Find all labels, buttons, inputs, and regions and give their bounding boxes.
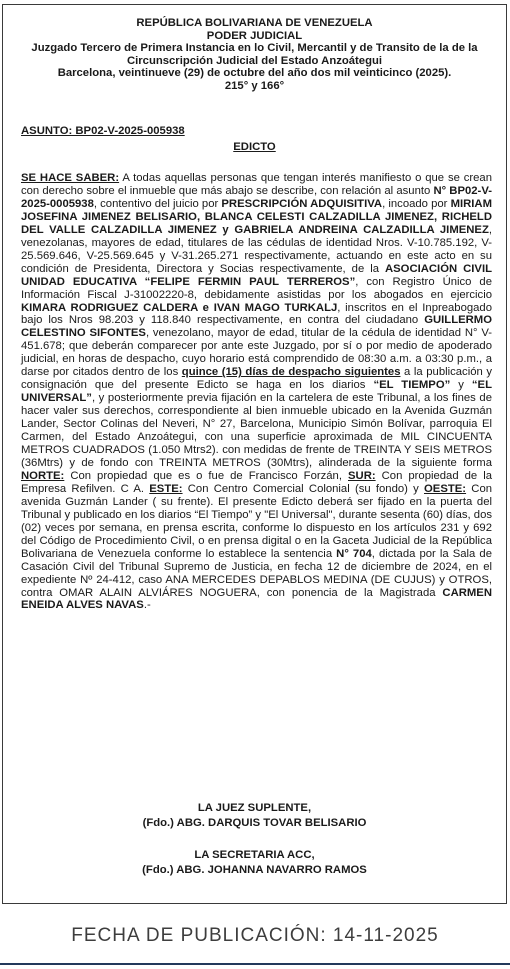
- case-number: ASUNTO: BP02-V-2025-005938: [21, 125, 185, 137]
- header-judicial-power: PODER JUDICIAL: [206, 29, 303, 42]
- newspaper-el-tiempo: “EL TIEMPO”: [373, 379, 451, 392]
- footer-divider: [0, 963, 510, 965]
- defendant: GUILLERMO CELESTINO SIFONTES: [21, 314, 492, 340]
- document-title: EDICTO: [233, 141, 276, 153]
- lead-phrase: SE HACE SABER:: [21, 172, 120, 184]
- header-years: 215° y 166°: [224, 79, 285, 92]
- body-text: Con Centro Comercial Colonial (su fondo) y: [182, 482, 424, 495]
- boundary-south: SUR:: [348, 469, 376, 482]
- ruling-number: N° 704: [336, 547, 372, 560]
- magistrate-name: CARMEN ENEIDA ALVES NAVAS: [21, 586, 492, 612]
- boundary-west: OESTE:: [424, 482, 467, 495]
- publication-date: FECHA DE PUBLICACIÓN: 14-11-2025: [71, 925, 439, 946]
- header-date: Barcelona, veintinueve (29) de octubre del año dos mil veinticinco (2025).: [57, 67, 452, 80]
- body-text: , y posteriormente previa fijación en la cartelera de este Tribunal, a los fines de hacer valer sus derechos, correspondiente al bien inmueble ubicado en la Avenida Guzmán Lander, Sector Colinas del Neveri, N° 27, Barcelona, Municipio Simón Bolívar, parroquia El Carmen, del Estado Anzoátegui, con una superficie aproximada de MIL CINCUENTA METROS CUADRADOS (1.050 Mtrs2). con medidas de frente de TREINTA Y SEIS METROS (36Mtrs) y de fondo con TREINTA METROS (30Mtrs), alinderada de la siguiente forma: [21, 392, 492, 469]
- body-text: , venezolano, mayor de edad, titular de la cédula de identidad N° V-451.678; que deberán comparecer por ante este Juzgado, por sí o por medio de apoderado judicial, en horas de despacho, cuyo horario está comprendido de 08:30 a.m. a 03:30 p.m., a darse por citados dentro de los: [21, 327, 492, 379]
- edict-notice: [2, 4, 507, 904]
- body-text: , incoado por: [382, 197, 451, 210]
- plaintiffs: MIRIAM JOSEFINA JIMENEZ BELISARIO, BLANCA CELESTI CALZADILLA JIMENEZ, RICHELD DEL VALLE CALZADILLA JIMENEZ y GABRIELA ANDREINA CALZADILLA JIMENEZ: [21, 197, 492, 236]
- judge-title: LA JUEZ SUPLENTE,: [197, 802, 312, 814]
- boundary-north: NORTE:: [21, 469, 65, 482]
- secretary-name: (Fdo.) ABG. JOHANNA NAVARRO RAMOS: [142, 863, 367, 876]
- newspaper-el-universal: “EL UNIVERSAL”: [21, 379, 492, 405]
- body-text: , con Registro Único de Información Fiscal J-31002220-8, debidamente asistidas por los abogados en ejercicio: [21, 275, 493, 301]
- body-text: y: [450, 379, 472, 392]
- body-text: , venezolanas, mayores de edad, titulares de las cédulas de identidad Nros. V-10.785.192, V-25.569.646, V-25.569.645 y V-31.265.271 respectivamente, actuando en este acto en su condición de Presidenta, Directora y Socias respectivamente, de la: [21, 223, 492, 275]
- body-text: Con propiedad de la Empresa Refilven. C A.: [21, 469, 492, 495]
- body-text: A todas aquellas personas que tengan interés manifiesto o que se crean con derecho sobre el inmueble que más abajo se describe, con relación al asunto: [21, 172, 492, 197]
- header-republic: REPÚBLICA BOLIVARIANA DE VENEZUELA: [136, 17, 373, 29]
- boundary-east: ESTE:: [149, 482, 183, 495]
- case-reference: N° BP02-V-2025-0005938: [21, 184, 492, 210]
- action-type: PRESCRIPCIÓN ADQUISITIVA: [221, 197, 383, 210]
- body-text: Con propiedad que es o fue de Francisco Forzán,: [64, 469, 348, 482]
- body-text: , dictada por la Sala de Casación Civil del Tribunal Supremo de Justicia, en fecha 12 de diciembre de 2024, en el expediente Nº 24-412, caso ANA MERCEDES DEPABLOS MEDINA (DE CUJUS) y OTROS, contra OMAR ALAIN ALVIÁRES NOGUERA, con ponencia de la Magistrada: [21, 547, 492, 599]
- body-text: a la publicación y consignación que del presente Edicto se haga en los diarios: [21, 366, 492, 392]
- edict-body: [21, 172, 492, 612]
- body-text: Con avenida Guzmán Lander ( su frente). El presente Edicto deberá ser fijado en la puerta del Tribunal y publicado en los diarios “El Tiempo” y "El Universal", durante sesenta (60) días, dos (02) veces por semana, en prensa escrita, conforme lo dispuesto en los artículos 231 y 692 del Código de Procedimiento Civil, o en prensa digital o en la Gaceta Judicial de la República Bolivariana de Venezuela conforme lo establece la sentencia: [21, 482, 493, 560]
- body-text: .-: [143, 599, 151, 612]
- body-text: , inscritos en el Inpreabogado bajo los Nros 98.203 y 118.840 respectivamente, en contra del ciudadano: [21, 301, 492, 327]
- deadline: quince (15) días de despacho siguientes: [181, 366, 401, 379]
- judge-name: (Fdo.) ABG. DARQUIS TOVAR BELISARIO: [142, 816, 367, 829]
- secretary-signature: [3, 848, 506, 877]
- header-court-name: Juzgado Tercero de Primera Instancia en lo Civil, Mercantil y de Transito de la de la Circunscripción Judicial del Estado Anzoátegui: [31, 42, 478, 67]
- secretary-title: LA SECRETARIA ACC,: [194, 849, 315, 861]
- body-text: , contentivo del juicio por: [93, 197, 222, 210]
- attorneys: KIMARA RODRIGUEZ CALDERA e IVAN MAGO TURKALJ: [21, 301, 338, 314]
- association-name: ASOCIACIÓN CIVIL UNIDAD EDUCATIVA “FELIPE FERMIN PAUL TERREROS”: [21, 262, 492, 288]
- judge-signature: [3, 801, 506, 830]
